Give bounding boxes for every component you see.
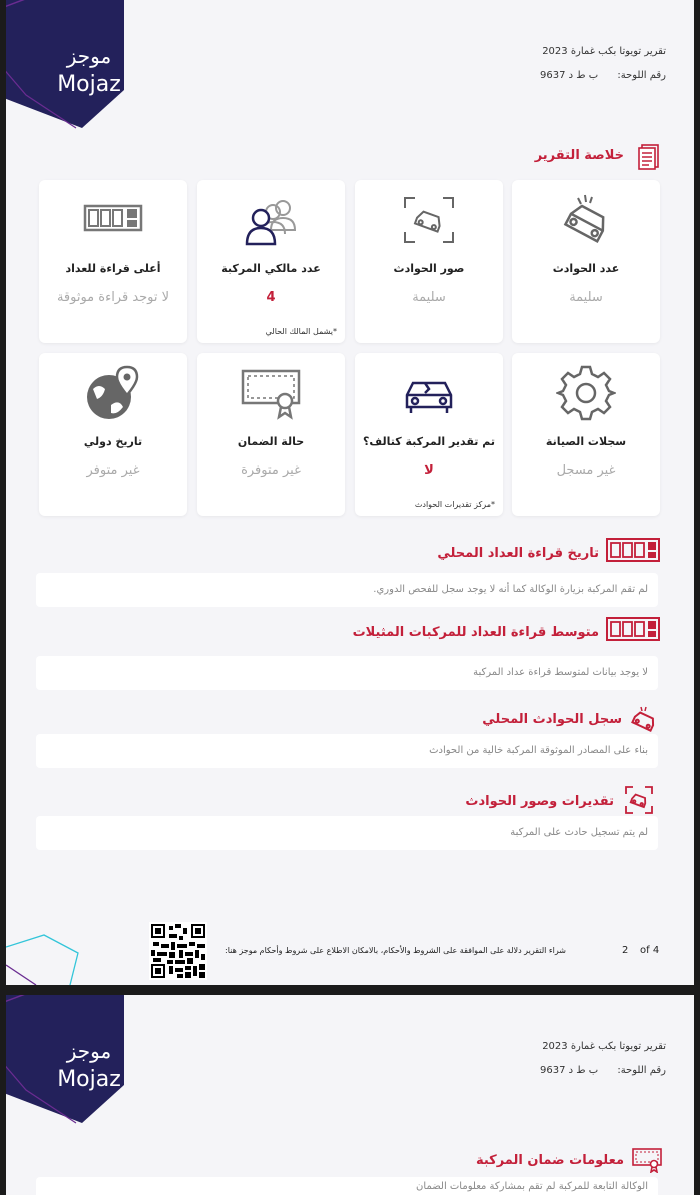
card-highest-odometer [39,180,187,343]
mojaz-logo [6,995,131,1125]
plate-row [540,1065,666,1076]
card-title: حالة الضمان [237,435,305,448]
card-title: سجلات الصيانة [545,435,627,448]
globe-icon [83,365,143,421]
section-text: لم تقم المركبة بزيارة الوكالة كما أنه لا يوجد سجل للفحص الدوري. [373,584,648,595]
owners-icon [241,192,301,248]
card-title: عدد مالكي المركبة [221,262,321,275]
section-box [36,1177,658,1195]
odometer-icon [606,617,660,645]
damaged-car-icon [399,365,459,421]
report-page-1 [6,0,694,985]
warranty-certificate-icon [632,1147,662,1177]
section-text: لا يوجد بيانات لمتوسط قراءة عداد المركبة [473,667,648,678]
card-accident-count [512,180,660,343]
card-owner-count [197,180,345,343]
logo-arabic: موجز [66,1039,112,1063]
section-title: سجل الحوادث المحلي [482,712,622,727]
section-box [36,734,658,768]
odometer-icon [606,538,660,566]
crashed-car-icon [556,192,616,248]
accident-photo-icon [399,192,459,248]
section-text: لم يتم تسجيل حادث على المركبة [510,827,648,838]
page-number-total: of 4 [640,945,660,956]
mojaz-logo [6,0,131,130]
card-maintenance-records [512,353,660,516]
report-title: تقرير تويوتا بكب غمارة 2023 [542,1041,666,1052]
card-value: لا توجد قراءة موثوقة [56,290,170,305]
card-value: غير متوفرة [241,463,301,478]
section-text: الوكالة التابعة للمركبة لم تقم بمشاركة معلومات الضمان [416,1181,648,1192]
card-warranty-status [197,353,345,516]
card-accident-photos [355,180,503,343]
accident-photo-icon [624,785,654,819]
warranty-certificate-icon [241,365,301,421]
logo-arabic: موجز [66,44,112,68]
card-title: أعلى قراءة للعداد [65,262,161,275]
card-title: عدد الحوادث [552,262,620,275]
card-total-loss [355,353,503,516]
report-title: تقرير تويوتا بكب غمارة 2023 [542,46,666,57]
plate-value: ب ط د 9637 [540,1065,599,1076]
section-box [36,656,658,690]
card-note: *يشمل المالك الحالي [265,327,337,336]
gear-icon [556,365,616,421]
summary-title: خلاصة التقرير [534,148,624,163]
card-value: لا [424,463,434,478]
section-title: معلومات ضمان المركبة [475,1153,624,1168]
card-title: صور الحوادث [393,262,465,275]
card-value: سليمة [412,290,446,305]
section-title: تاريخ قراءة العداد المحلي [437,546,599,561]
card-value: غير مسجل [556,463,616,478]
plate-label: رقم اللوحة: [617,1065,666,1076]
terms-text: شراء التقرير دلالة على الموافقة على الشروط والأحكام، بالامكان الاطلاع على شروط وأحكام موجز هنا: [225,946,566,955]
plate-label: رقم اللوحة: [617,70,666,81]
card-title: تاريخ دولي [83,435,143,448]
terms-qr-code[interactable] [149,922,207,980]
card-title: تم تقدير المركبة كتالف؟ [363,435,495,448]
plate-value: ب ط د 9637 [540,70,599,81]
section-text: بناء على المصادر الموثوقة المركبة خالية من الحوادث [429,745,648,756]
section-box [36,573,658,607]
report-page-2 [6,995,694,1195]
card-value: سليمة [569,290,603,305]
report-document-icon [638,144,660,174]
card-value: غير متوفر [86,463,140,478]
section-title: متوسط قراءة العداد للمركبات المثيلات [352,625,599,640]
page-number-current: 2 [622,945,629,956]
section-box [36,816,658,850]
card-note: *مركز تقديرات الحوادث [414,500,495,509]
section-title: تقديرات وصور الحوادث [465,794,614,809]
odometer-icon [83,192,143,248]
corner-decoration [6,925,86,985]
card-value: 4 [266,290,276,305]
plate-row [540,70,666,81]
logo-english: Mojaz [57,72,121,97]
card-international-history [39,353,187,516]
crashed-car-icon [630,706,658,736]
logo-english: Mojaz [57,1067,121,1092]
